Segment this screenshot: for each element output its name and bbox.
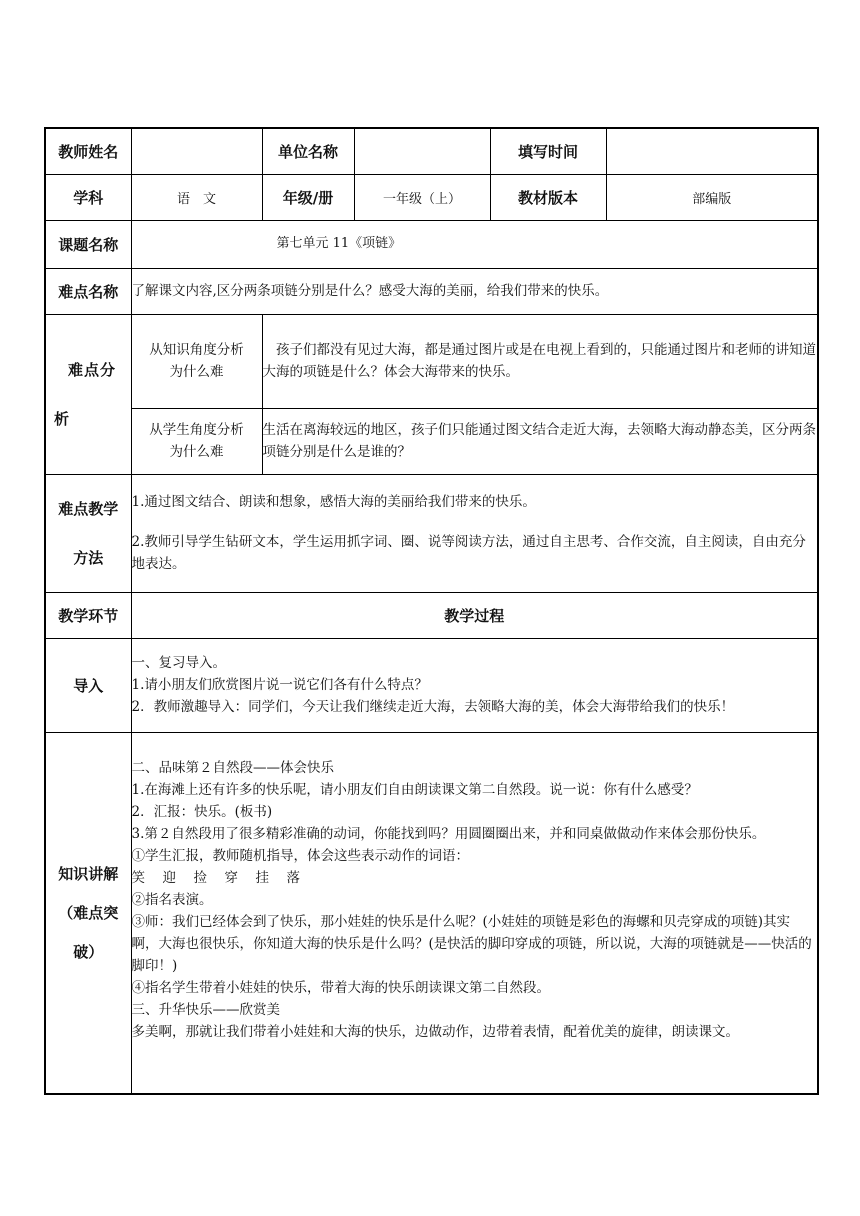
analysis-knowledge-row [45,314,818,408]
knowledge-line: 二、品味第２自然段——体会快乐 [131,759,334,776]
stage-label: 教学环节 [45,592,131,638]
knowledge-angle-label-line1: 从知识角度分析 [149,342,244,358]
lesson-plan-page [44,127,817,1095]
student-angle-label-line2: 为什么难 [169,444,224,460]
fill-time-label: 填写时间 [490,128,606,174]
knowledge-label-line3: 破） [73,943,104,962]
knowledge-angle-label-line2: 为什么难 [169,364,224,380]
intro-line: 2．教师激趣导入：同学们，今天让我们继续走近大海，去领略大海的美，体会大海带给我们的快乐！ [131,699,735,715]
intro-label: 导入 [45,638,131,732]
analysis-label [45,314,131,474]
difficulty-label: 难点名称 [45,268,131,314]
textbook-value: 部编版 [606,174,818,220]
analysis-student-row [45,408,818,474]
analysis-label-line1: 难点分 [68,361,117,379]
intro-row [45,638,818,732]
knowledge-label [45,732,131,1094]
difficulty-row [45,268,818,314]
teacher-name-value [131,128,262,174]
knowledge-angle-label [131,314,262,408]
student-angle-label-line1: 从学生角度分析 [149,422,244,438]
knowledge-line: ③师：我们已经体会到了快乐，那小娃娃的快乐是什么呢？(小娃娃的项链是彩色的海螺和贝壳穿成的项链)其实啊，大海也很快乐，你知道大海的快乐是什么吗？(是快活的脚印穿成的项链，所以说，大海的项链就是——快活的脚印！) [131,913,812,974]
knowledge-line: 3.第２自然段用了很多精彩准确的动词，你能找到吗？用圆圈圈出来，并和同桌做做动作来体会那份快乐。 [131,825,766,842]
fill-time-value [606,128,818,174]
subject-label: 学科 [45,174,131,220]
method-item-1: 1.通过图文结合、朗读和想象，感悟大海的美丽给我们带来的快乐。 [131,494,536,510]
knowledge-line: ②指名表演。 [131,891,213,908]
intro-line: 一、复习导入。 [131,655,226,671]
knowledge-label-line2: （难点突 [58,904,119,923]
unit-name-value [354,128,490,174]
grade-value: 一年级（上） [354,174,490,220]
knowledge-label-line1: 知识讲解 [58,865,119,884]
analysis-label-line2: 析 [54,410,70,428]
topic-row [45,220,818,268]
method-label [45,474,131,592]
knowledge-line: 三、升华快乐——欣赏美 [131,1001,280,1018]
knowledge-text [131,732,818,1094]
knowledge-line: 1.在海滩上还有许多的快乐呢，请小朋友们自由朗读课文第二自然段。说一说：你有什么感受？ [131,781,698,798]
intro-line: 1.请小朋友们欣赏图片说一说它们各有什么特点？ [131,677,428,693]
method-text [131,474,818,592]
header-row-2 [45,174,818,220]
subject-value: 语 文 [131,174,262,220]
knowledge-line: ④指名学生带着小娃娃的快乐，带着大海的快乐朗读课文第二自然段。 [131,979,550,996]
topic-label: 课题名称 [45,220,131,268]
header-row-1 [45,128,818,174]
textbook-label: 教材版本 [490,174,606,220]
method-row [45,474,818,592]
process-header-row [45,592,818,638]
method-label-line2: 方法 [73,549,104,567]
unit-name-label: 单位名称 [262,128,354,174]
lesson-plan-table [44,127,819,1095]
knowledge-row [45,732,818,1094]
knowledge-line: ①学生汇报，教师随机指导，体会这些表示动作的词语： [131,847,469,864]
intro-text [131,638,818,732]
knowledge-line: 多美啊，那就让我们带着小娃娃和大海的快乐，边做动作，边带着表情，配着优美的旋律，朗读课文。 [131,1023,739,1040]
process-label: 教学过程 [131,592,818,638]
topic-value: 第七单元 11《项链》 [131,220,818,268]
knowledge-angle-text: 孩子们都没有见过大海，都是通过图片或是在电视上看到的，只能通过图片和老师的讲知道大海的项链是什么？体会大海带来的快乐。 [262,314,818,408]
student-angle-label [131,408,262,474]
method-label-line1: 难点教学 [58,500,119,518]
grade-label: 年级/册 [262,174,354,220]
knowledge-line: 2．汇报：快乐。(板书) [131,803,273,820]
student-angle-text: 生活在离海较远的地区，孩子们只能通过图文结合走近大海，去领略大海动静态美，区分两条项链分别是什么是谁的？ [262,408,818,474]
knowledge-line: 笑 迎 捡 穿 挂 落 [131,869,302,886]
method-item-2: 2.教师引导学生钻研文本，学生运用抓字词、圈、说等阅读方法，通过自主思考、合作交流，自主阅读，自由充分地表达。 [131,534,806,572]
teacher-name-label: 教师姓名 [45,128,131,174]
difficulty-value: 了解课文内容,区分两条项链分别是什么？感受大海的美丽，给我们带来的快乐。 [131,268,818,314]
